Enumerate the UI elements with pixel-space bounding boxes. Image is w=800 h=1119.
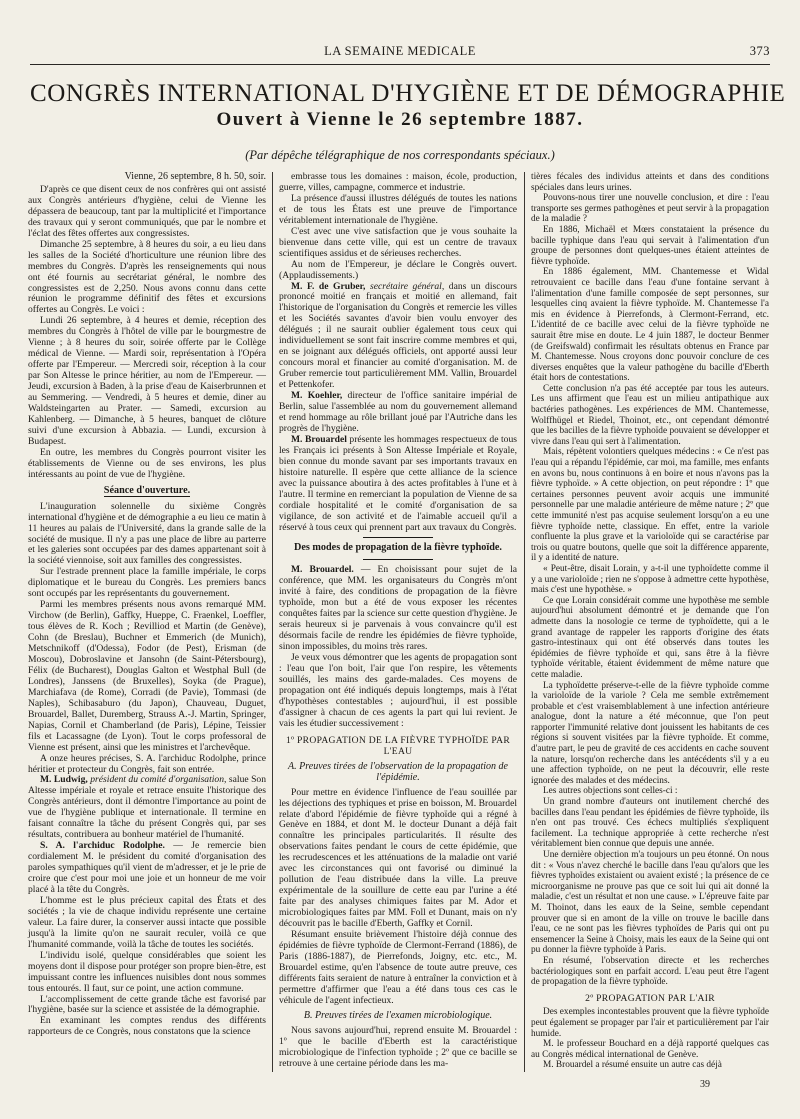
speaker-role: secrétaire général,: [370, 280, 445, 292]
column-1: [28, 172, 266, 1038]
paragraph: La présence d'aussi illustres délégués de toutes les nations et de tous les États est une preuve de l'importance véritablement internationale de l'hygiène.: [279, 192, 517, 226]
speaker-name: M. F. de Gruber,: [291, 280, 366, 292]
speaker-name: S. A. l'archiduc Rodolphe.: [40, 840, 165, 852]
paragraph: [279, 391, 517, 435]
paragraph-text: salue Son Altesse impériale et royale et retrace ensuite l'historique des Congrès antérieurs, dont il démontre l'importance au point de vue de l'hygiène publique et internationale. Il termine en faisant connaître la tâche du présent Congrès qui, par ses résultats, contribuera au bonheur matériel de l'humanité.: [28, 774, 267, 841]
paragraph: C'est avec une vive satisfaction que je vous souhaite la bienvenue dans cette ville, qui est un centre de travaux scientifiques assidus et de sérieuses recherches.: [279, 225, 517, 259]
paragraph: En 1886 également, MM. Chantemesse et Widal retrouvaient ce bacille dans l'eau d'une fontaine servant à l'alimentation d'une famille composée de sept personnes, sur lesquelles cinq avaient la fièvre typhoïde. M. Chantemesse l'a mis en évidence à Pierrefonds, à Clermont-Ferrand, etc. L'identité de ce bacille avec celui de la fièvre typhoïde ne saurait être mise en doute. Le 4 juin 1887, le docteur Benmer (de Greifswald) confirmait les résultats obtenus en France par M. Chantemesse. Nous croyons donc pouvoir conclure de ces diverses enquêtes que la valeur pathogène du bacille d'Eberth était hors de contestations.: [531, 267, 769, 384]
section-title: Des modes de propagation de la fièvre typhoïde.: [294, 542, 502, 554]
dispatch-note: (Par dépêche télégraphique de nos correspondants spéciaux.): [245, 148, 555, 162]
subsection-heading: B. Preuves tirées de l'examen microbiologique.: [303, 1009, 493, 1021]
paragraph: D'après ce que disent ceux de nos confrères qui ont assisté aux Congrès antérieurs d'hygiène, celui de Vienne les dépassera de beaucoup, tant par la multiplicité et l'importance des travaux qui y seront communiqués, que par le nombre et l'éclat des fêtes offertes aux congressistes.: [28, 183, 266, 239]
paragraph: Pour mettre en évidence l'influence de l'eau souillée par les déjections des typhiques et prise en boisson, M. Brouardel relate d'abord l'épidémie de fièvre typhoïde qui a régné à Genève en 1884, et dont M. le docteur Dunant a déjà fait connaître les principales particularités. Il résulte des observations faites pendant le cours de cette épidémie, que les recrudescences et les atténuations de la maladie ont varié avec les circonstances qui ont favorisé ou diminué la pollution de l'eau distribuée dans la ville. La preuve expérimentale de la souillure de cette eau par l'urine a été faite par des analyses chimiques faites par M. Ador et microbiologiques faites par MM. Foll et Dunant, mais on n'y découvrit pas le bacille d'Eberth, Gaffky et Cornil.: [279, 786, 517, 930]
paragraph: Mais, répètent volontiers quelques médecins : « Ce n'est pas l'eau qui a répandu l'épidémie, car moi, ma famille, mes enfants en avons bu, nous continuons à en boire et nous n'avons pas la fièvre typhoïde. » A cette objection, on peut répondre : 1º que certaines personnes peuvent avoir acquis une immunité personnelle par une maladie antérieure de même nature ; 2º que cette immunité n'est pas acquise seulement lorsqu'on a eu une fièvre typhoïde nette, classique. En effet, entre la variole confluente la plus grave et la varioloïde qui se caractérise par trois ou quatre boutons, quelle que soit la différence apparente, il y a identité de nature.: [531, 447, 769, 564]
paragraph: Au nom de l'Empereur, je déclare le Congrès ouvert. (Applaudissements.): [279, 258, 517, 281]
article-body: [28, 172, 774, 1072]
column-3: [531, 172, 769, 1071]
paragraph: La typhoïdette préserve-t-elle de la fièvre typhoïde comme la varioloïde de la variole ? Cela me semble extrêmement probable et c'est vraisemblablement à une infection antérieure analogue, dont la nature a été méconnue, que l'on peut rapporter l'immunité relative dont jouissent les habitants de ces régions si souvent visitées par la fièvre typhoïde. Et comme, d'autre part, le peu de gravité de ces accidents en cache souvent la nature, lorsqu'on recherche dans les antécédents s'il y a eu une affection typhoïde, on ne peut la découvrir, elle reste ignorée des malades et des médecins.: [531, 680, 769, 786]
printer-signature: 39: [700, 1079, 710, 1090]
separator-rule: [363, 559, 433, 560]
paragraph: Pouvons-nous tirer une nouvelle conclusion, et dire : l'eau transporte ses germes pathogènes et peut servir à la propagation de la maladie ?: [531, 193, 769, 225]
paragraph: Parmi les membres présents nous avons remarqué MM. Virchow (de Berlin), Gaffky, Hueppe, C. Fraenkel, Loeffler, tous élèves de R. Koch ; Revilliod et Martin (de Genève), Cohn (de Breslau), Buchner et Emmerich (de Munich), Metschnikoff (d'Odessa), Fodor (de Pest), Erisman (de Moscou), Dobroslavine et Jansohn (de Saint-Pétersbourg), Félix (de Bucharest), Douglas Galton et Westphal Bull (de Londres), Janssens (de Bruxelles), Soyka (de Prague), Marchiafava (de Rome), Corradi (de Pavie), Tommasi (de Naples), Schibasaburo (du Japon), Chauveau, Duguet, Brouardel, Ballet, Duremberg, Strauss A.-J. Martin, Springer, Napias, Cornil et Chamberland (de Paris), Lépine, Teissier fils et Lacassagne (de Lyon). Tout le corps professoral de Vienne est présent, ainsi que les ministres et l'archevêque.: [28, 599, 266, 753]
paragraph-text: dans un discours prononcé moitié en français et moitié en allemand, fait l'historique de l'organisation du Congrès et remercie les villes et les Sociétés savantes d'avoir bien voulu envoyer des délégués ; il ne saurait oublier également tous ceux qui individuellement se sont fait inscrire comme membres et qui, en se joignant aux délégués officiels, ont apporté aussi leur concours moral et financier au comité d'organisation. M. de Gruber remercie tout particulièrement MM. Vallin, Brouardel et Pettenkofer.: [279, 280, 518, 391]
speaker-name: M. Ludwig,: [40, 774, 88, 786]
paragraph: Lundi 26 septembre, à 4 heures et demie, réception des membres du Congrès à l'hôtel de ville par le bourgmestre de Vienne ; à 8 heures du soir, soirée offerte par le Collège médical de Vienne. — Mardi soir, représentation à l'Opéra offerte par l'Empereur. — Mercredi soir, réception à la cour par Son Altesse le prince héritier, au nom de l'Empereur. — Jeudi, excursion à Baden, à la prise d'eau de Kaiserbrunnen et au Semmering. — Vendredi, à 5 heures et demie, diner au Waldsteingarten au Prater. — Samedi, excursion au Kahlenberg. — Dimanche, à 5 heures, banquet de clôture suivi d'une excursion à Abbazia. — Lundi, excursion à Budapest.: [28, 315, 266, 447]
column-2: [279, 172, 517, 1069]
running-head: [30, 44, 770, 60]
speaker-role: président du comité d'organisation,: [90, 774, 227, 786]
article-subtitle: Ouvert à Vienne le 26 septembre 1887.: [216, 109, 584, 130]
speaker-name: M. Brouardel: [291, 433, 347, 445]
speaker-name: M. Brouardel.: [291, 564, 354, 576]
paragraph: Cette conclusion n'a pas été acceptée par tous les auteurs. Les uns affirment que l'eau est un milieu antipathique aux bactéries pathogènes. Les expériences de MM. Chantemesse, Wolffhügel et Riedel, Thoinot, etc., ont cependant démontré que les bacilles de la fièvre typhoïde pouvaient se développer et vivre dans l'eau qui sert à l'alimentation.: [531, 383, 769, 447]
subsection-title: 1º PROPAGATION DE LA FIÈVRE TYPHOÏDE PAR L'EAU: [285, 734, 511, 757]
paragraph: Je veux vous démontrer que les agents de propagation sont : l'eau que l'on boit, l'air que l'on respire, les vêtements souillés, les mains des garde-malades. Ces moyens de propagation ont été indiqués depuis longtemps, mais à l'état d'hypothèses contestables ; aujourd'hui, il est possible d'assigner à chacun de ces agents la part qui lui revient. Je vais les étudier successivement :: [279, 652, 517, 729]
paragraph: En 1886, Michaël et Mœrs constataient la présence du bacille typhique dans l'eau qui servait à l'alimentation d'un groupe de personnes dont quelques-unes étaient atteintes de fièvre typhoïde.: [531, 224, 769, 267]
dateline: Vienne, 26 septembre, 8 h. 50, soir.: [124, 171, 266, 182]
section-title: [28, 486, 266, 497]
paragraph: L'individu isolé, quelque considérables que soient les moyens dont il dispose pour protéger son propre bien-être, est impuissant contre les influences nuisibles dont nous sommes tous entourés. Il faut, sur ce point, une action commune.: [28, 949, 266, 994]
paragraph: [28, 841, 266, 896]
subsection-title: 2º PROPAGATION PAR L'AIR: [585, 992, 715, 1004]
paragraph: L'accomplissement de cette grande tâche est favorisé par l'hygiène, basée sur la science et assistée de la démographie.: [28, 993, 266, 1016]
paragraph: Sur l'estrade prennent place la famille impériale, le corps diplomatique et le bureau du Congrès. Les premiers bancs sont occupés par les représentants du gouvernement.: [28, 566, 266, 600]
paragraph: M. le professeur Bouchard en a déjà rapporté quelques cas au Congrès médical international de Genève.: [531, 1039, 769, 1060]
section-title-text: Séance d'ouverture.: [103, 484, 191, 496]
paragraph: Une dernière objection m'a toujours un peu étonné. On nous dit : « Vous n'avez cherché le bacille dans l'eau qu'alors que les fièvres typhoïdes existaient ou avaient existé ; la présence de ce microorganisme ne prouve pas que ce soit lui qui ait donné la maladie, c'est un résultat et non une cause. » L'épreuve faite par M. Thoinot, dans les eaux de la Seine, semble cependant prouver que si en amont de la ville on trouve le bacille dans l'eau, ce ne sont pas les fièvres typhoïdes de Paris qui ont pu ensemencer la Seine à Choisy, mais les eaux de la Seine qui ont pu donner la fièvre typhoïde à Paris.: [531, 850, 769, 956]
paragraph: L'homme est le plus précieux capital des États et des sociétés ; la vie de chaque individu représente une certaine valeur. La faire durer, la conserver aussi intacte que possible jusqu'à la limite qu'on ne saurait reculer, voilà ce que l'humanité commande, voilà la tâche de toutes les sociétés.: [28, 894, 266, 950]
paragraph-text: directeur de l'office sanitaire impérial de Berlin, salue l'assemblée au nom du gouvernement allemand et rend hommage au rôle brillant joué par l'Autriche dans les progrès de l'hygiène.: [279, 390, 517, 434]
speaker-name: M. Koehler,: [291, 390, 343, 402]
paragraph: M. Brouardel a résumé ensuite un autre cas déjà: [543, 1060, 722, 1071]
paragraph: « Peut-être, disait Lorain, y a-t-il une typhoïdette comme il y a une varioloïde ; rien ne s'oppose à admettre cette hypothèse, mais c'est une hypothèse. »: [531, 563, 769, 596]
paragraph: Des exemples incontestables prouvent que la fièvre typhoïde peut également se propager par l'air et particulièrement par l'air humide.: [531, 1007, 769, 1039]
paragraph-text: — Je remercie bien cordialement M. le président du comité d'organisation des paroles sympathiques qu'il vient de m'adresser, et je le prie de croire que c'est pour moi une joie et un honneur de me voir placé à la tête du Congrès.: [28, 840, 266, 895]
header-rule: [30, 64, 770, 65]
paragraph: Résumant ensuite brièvement l'histoire déjà connue des épidémies de fièvre typhoïde de Clermont-Ferrand (1886), de Paris (1886-1887), de Pierrefonds, Joigny, etc. etc., M. Brouardel estime, qu'en l'absence de toute autre preuve, ces différents faits seraient de nature à entraîner la conviction et à permettre d'affirmer que l'eau a été dans tous ces cas le véhicule de l'agent infectieux.: [279, 929, 517, 1006]
separator-rule: [363, 537, 433, 538]
paragraph: En examinant les comptes rendus des différents rapporteurs de ce Congrès, nous constatons que la science: [28, 1015, 266, 1038]
paragraph: En résumé, l'observation directe et les recherches bactériologiques sont en parfait accord. L'eau peut être l'agent de propagation de la fièvre typhoïde.: [531, 955, 769, 988]
subsection-heading: A. Preuves tirées de l'observation de la propagation de l'épidémie.: [288, 760, 508, 783]
paragraph-text: — En choisissant pour sujet de la conférence, que MM. les organisateurs du Congrès m'ont invité à faire, des conditions de propagation de la fièvre typhoïde, mon but a été de vous exposer les récentes conquêtes faites par la science sur cette question d'hygiène. Je serais heureux si je parvenais à vous convaincre qu'il est désormais facile de rendre les épidémies de fièvre typhoïde, sinon impossibles, du moins très rares.: [279, 564, 517, 653]
paragraph: tières fécales des individus atteints et dans des conditions spéciales dans leurs urines.: [531, 172, 769, 193]
paragraph: L'inauguration solennelle du sixième Congrès international d'hygiène et de démographie a eu lieu ce matin à 11 heures au palais de l'Université, dans la grande salle de la société de musique. Il n'y a pas une place de libre au parterre et les galeries sont occupées par des dames appartenant soit à la société viennoise, soit aux familles des congressistes.: [28, 500, 266, 567]
paragraph: A onze heures précises, S. A. l'archiduc Rodolphe, prince héritier et protecteur du Congrès, fait son entrée.: [28, 752, 266, 775]
paragraph: Nous savons aujourd'hui, reprend ensuite M. Brouardel : 1º que le bacille d'Eberth est la caractéristique microbiologique de l'infection typhoïde ; 2º que ce bacille se retrouve à une certaine période dans les ma-: [279, 1024, 517, 1069]
paragraph: embrasse tous les domaines : maison, école, production, guerre, villes, campagne, commerce et industrie.: [279, 171, 517, 193]
paragraph: [28, 775, 266, 841]
paragraph: Un grand nombre d'auteurs ont inutilement cherché des bacilles dans l'eau pendant les épidémies de fièvre typhoïde, ils n'en ont pas trouvé. Ces échecs multipliés s'expliquent facilement. La technique appropriée à cette recherche n'est véritablement bien connue que depuis une année.: [531, 797, 769, 850]
article-title: CONGRÈS INTERNATIONAL D'HYGIÈNE ET DE DÉMOGRAPHIE: [30, 80, 786, 107]
paragraph-text: présente les hommages respectueux de tous les Français ici présents à Son Altesse Impériale et Royale, bien connue du monde savant par ses importants travaux en histoire naturelle. Il espère que cette alliance de la science avec la puissance aboutira à des actes profitables à l'une et à l'autre. Il termine en remerciant la population de Vienne de sa cordiale hospitalité et le comité d'organisation de sa vigilance, de son activité et de l'aimable accueil qu'il a réservé à tous ceux qui prennent part aux travaux du Congrès.: [279, 433, 517, 533]
paragraph: Dimanche 25 septembre, à 8 heures du soir, a eu lieu dans les salles de la Société d'horticulture une réunion libre des membres du Congrès. D'après les renseignements qui nous ont été fournis au secrétariat général, le nombre des congressistes est de 2,250. Nous avons connu dans cette réunion le programme définitif des fêtes et excursions offertes au Congrès. Le voici :: [28, 238, 266, 316]
journal-title: LA SEMAINE MEDICALE: [324, 44, 476, 58]
paragraph: Ce que Lorain considérait comme une hypothèse me semble aujourd'hui absolument démontré et je demande que l'on admette dans la nosologie ce terme de typhoïdette, qui a le grand avantage de rappeler les rapports d'origine des états gastro-intestinaux qui ont été observés dans toutes les épidémies de fièvre typhoïde et qui, sans être à la fièvre typhoïde véritable, étaient évidemment de même nature que cette maladie.: [531, 595, 769, 680]
paragraph: [279, 435, 517, 534]
paragraph: Les autres objections sont celles-ci :: [543, 786, 678, 797]
page-number: 373: [749, 44, 770, 58]
paragraph: [279, 282, 517, 392]
paragraph: [279, 565, 517, 653]
paragraph: En outre, les membres du Congrès pourront visiter les établissements de Vienne ou de ses environs, les plus intéressants au point de vue de l'hygiène.: [28, 446, 266, 480]
